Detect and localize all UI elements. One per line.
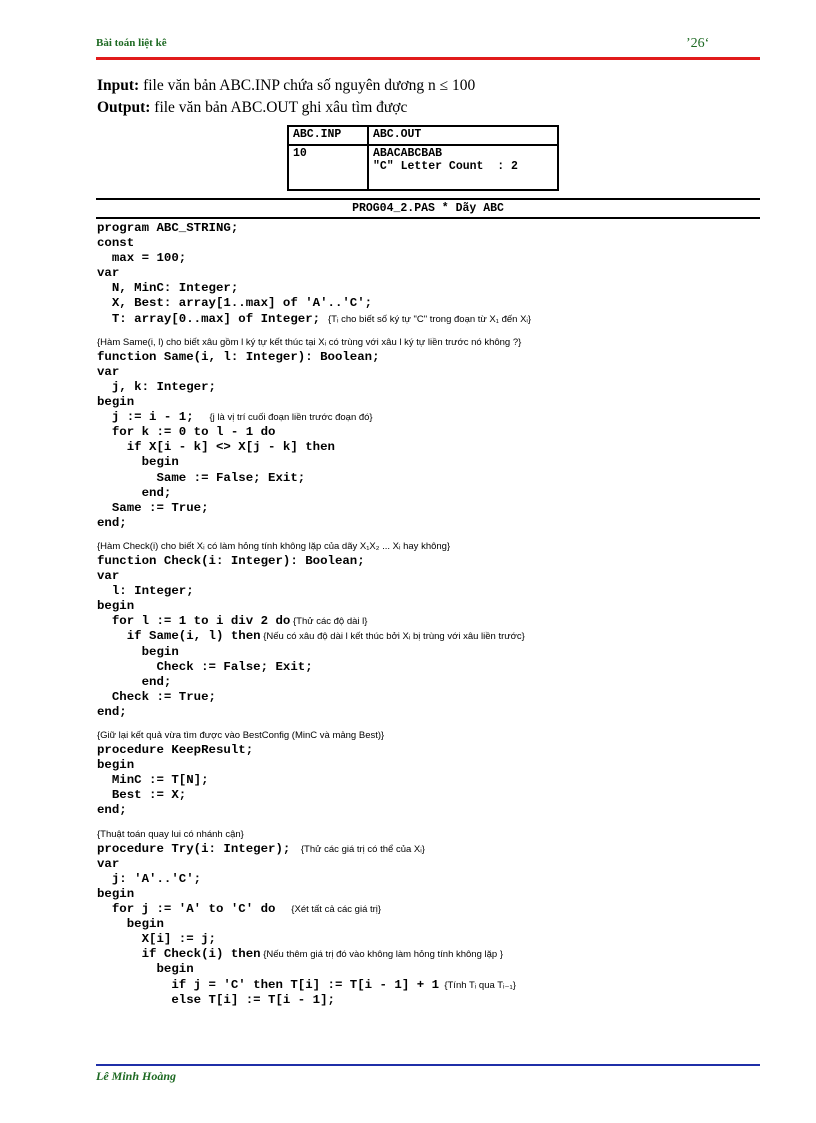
code-line: X[i] := j; (97, 932, 216, 947)
io-table-output-cell (368, 145, 558, 190)
header-title: Bài toán liệt kê (96, 37, 167, 49)
code-block-try-begin (97, 917, 762, 947)
code-block-same-body (97, 425, 762, 531)
code-line: MinC := T[N]; (97, 773, 209, 788)
code-line: if X[i - k] <> X[j - k] then (97, 440, 335, 455)
code-gap (97, 327, 762, 335)
code-line: var (97, 569, 120, 584)
code-line: function Same(i, l: Integer): Boolean; (97, 349, 380, 364)
code-line: var (97, 856, 120, 871)
code-line: var (97, 266, 120, 281)
code-line: procedure KeepResult; (97, 743, 254, 758)
code-line: max = 100; (97, 251, 187, 266)
code-text: if Same(i, l) then (97, 629, 261, 644)
code-line-j-assign (97, 410, 762, 425)
code-line: Same := False; Exit; (97, 470, 306, 485)
io-table-header-input: ABC.INP (288, 126, 368, 145)
code-text: if j = 'C' then T[i] := T[i - 1] + 1 (97, 977, 440, 992)
code-line-array-t (97, 312, 762, 327)
same-function-comment: {Hàm Same(i, l) cho biết xâu gồm l ký tự kết thúc tại Xᵢ có trùng với xâu l ký tự liền trước nó không ?} (97, 336, 522, 348)
code-block-check-body (97, 645, 762, 720)
input-description (97, 77, 475, 95)
program-bottom-rule (96, 217, 760, 219)
code-block-check-header (97, 554, 762, 614)
code-line: begin (97, 455, 179, 470)
code-block-keepresult (97, 743, 762, 818)
code-line: for k := 0 to l - 1 do (97, 425, 276, 440)
code-line: begin (97, 962, 194, 977)
io-table-output-line1: ABACABCBAB (373, 147, 443, 160)
code-line-for-l (97, 614, 762, 629)
code-text: if Check(i) then (97, 947, 261, 962)
code-block-try-inner (97, 962, 762, 977)
code-line: j: 'A'..'C'; (97, 871, 202, 886)
code-line-if-check (97, 947, 762, 962)
try-comment: {Thuật toán quay lui có nhánh cận} (97, 828, 244, 840)
code-comment: {Nếu có xâu độ dài l kết thúc bởi Xᵢ bị trùng với xâu liền trước} (260, 631, 525, 643)
input-label: Input: (97, 77, 140, 94)
code-block-same-header (97, 350, 762, 410)
program-top-rule (96, 198, 760, 200)
code-text: for j := 'A' to 'C' do (97, 902, 276, 917)
program-title: PROG04_2.PAS * Dãy ABC (352, 202, 504, 215)
code-line: end; (97, 485, 172, 500)
code-line: end; (97, 803, 127, 818)
code-text: procedure Try(i: Integer); (97, 841, 291, 856)
code-line: begin (97, 395, 135, 410)
io-table-output-line2: "C" Letter Count : 2 (373, 160, 518, 173)
code-line-proc-try (97, 842, 762, 857)
code-line: end; (97, 515, 127, 530)
io-example-table (287, 125, 559, 191)
code-line-for-j (97, 902, 762, 917)
code-gap (97, 819, 762, 827)
code-comment: {Tᵢ cho biết số ký tự "C" trong đoạn từ X₁ đến Xᵢ} (320, 313, 532, 325)
code-block-try-header (97, 857, 762, 902)
code-gap (97, 531, 762, 539)
header-rule (96, 57, 760, 60)
code-line: else T[i] := T[i - 1]; (97, 992, 335, 1007)
code-text: T: array[0..max] of Integer; (97, 311, 321, 326)
output-description (97, 99, 407, 117)
code-line: l: Integer; (97, 584, 194, 599)
code-line: begin (97, 599, 135, 614)
footer-author: Lê Minh Hoàng (96, 1069, 177, 1083)
code-comment: {Thử các độ dài l} (290, 616, 368, 628)
page-number: ’26‘ (686, 36, 710, 51)
code-text: for l := 1 to i div 2 do (97, 614, 291, 629)
code-listing (97, 221, 762, 1008)
code-line: Same := True; (97, 500, 209, 515)
code-line-if-c (97, 978, 762, 993)
io-table-header-output: ABC.OUT (368, 126, 558, 145)
code-line: function Check(i: Integer): Boolean; (97, 553, 365, 568)
code-line: N, MinC: Integer; (97, 281, 239, 296)
code-line: Best := X; (97, 788, 187, 803)
code-line: Check := True; (97, 689, 216, 704)
code-block-try-else (97, 993, 762, 1008)
code-line-if-same (97, 629, 762, 644)
check-function-comment: {Hàm Check(i) cho biết Xᵢ có làm hỏng tính không lặp của dãy X₁X₂ ... Xᵢ hay không} (97, 540, 451, 552)
code-line: j, k: Integer; (97, 379, 216, 394)
code-text: j := i - 1; (97, 410, 194, 425)
code-line: Check := False; Exit; (97, 659, 313, 674)
keepresult-comment: {Giữ lại kết quả vừa tìm được vào BestConfig (MinC và mảng Best)} (97, 730, 385, 741)
code-line: var (97, 364, 120, 379)
code-line: const (97, 236, 135, 251)
code-line: X, Best: array[1..max] of 'A'..'C'; (97, 296, 373, 311)
code-line: begin (97, 758, 135, 773)
code-line: begin (97, 886, 135, 901)
output-label: Output: (97, 99, 151, 116)
code-comment: {j là vị trí cuối đoạn liền trước đoạn đó} (193, 412, 373, 424)
code-line: end; (97, 704, 127, 719)
code-line: begin (97, 644, 179, 659)
code-comment: {Thử các giá trị có thể của Xᵢ} (290, 843, 425, 855)
code-line: program ABC_STRING; (97, 221, 239, 235)
code-comment: {Nếu thêm giá trị đó vào không làm hỏng tính không lặp } (260, 949, 504, 961)
code-comment: {Xét tất cả các giá trị} (275, 904, 382, 916)
io-table-input-value: 10 (288, 145, 368, 190)
code-line: begin (97, 917, 164, 932)
code-line: end; (97, 674, 172, 689)
footer-rule (96, 1064, 760, 1066)
code-comment: {Tính Tᵢ qua Tᵢ₋₁} (439, 979, 516, 991)
output-text: file văn bản ABC.OUT ghi xâu tìm được (150, 99, 408, 116)
code-gap (97, 720, 762, 728)
input-text: file văn bản ABC.INP chứa số nguyên dương n ≤ 100 (139, 77, 476, 94)
code-block-decl (97, 221, 762, 312)
